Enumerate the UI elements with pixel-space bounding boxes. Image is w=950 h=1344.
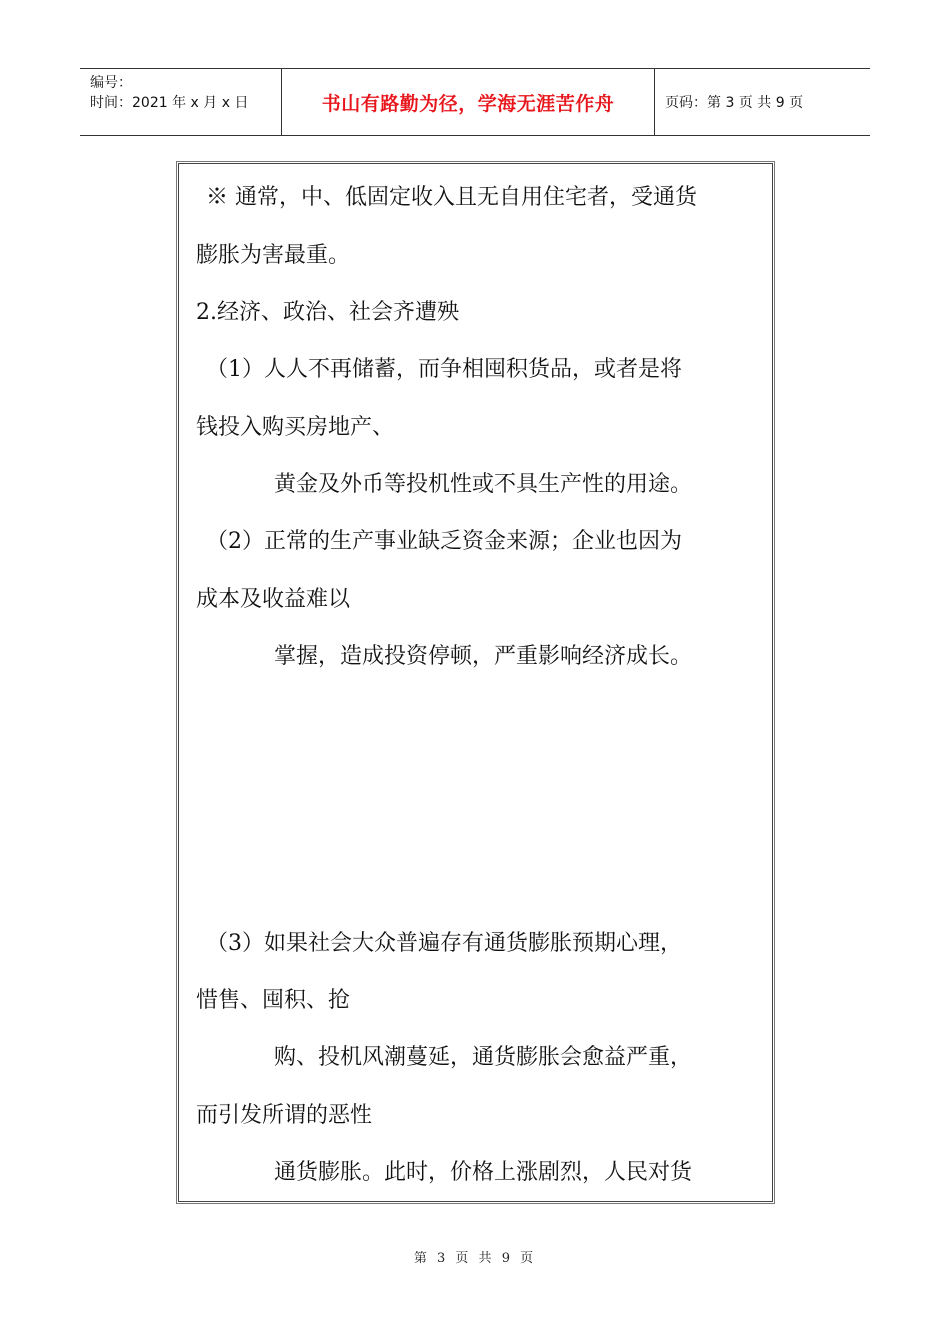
footer-page-number: 第 3 页 共 9 页 bbox=[413, 1251, 537, 1266]
body-line: 膨胀为害最重。 bbox=[196, 243, 351, 268]
header-motto-cell bbox=[282, 69, 655, 135]
header-meta-cell bbox=[80, 69, 282, 135]
body-heading: 2.经济、政治、社会齐遭殃 bbox=[196, 300, 459, 325]
body-line: （3）如果社会大众普遍存有通货膨胀预期心理， bbox=[206, 931, 682, 956]
page-footer bbox=[0, 1247, 950, 1266]
body-line: 惜售、囤积、抢 bbox=[196, 988, 351, 1013]
body-line: 成本及收益难以 bbox=[196, 587, 351, 612]
content-box bbox=[176, 161, 775, 1204]
header-motto: 书山有路勤为径，学海无涯苦作舟 bbox=[321, 92, 615, 115]
body-line: 通货膨胀。此时，价格上涨剧烈，人民对货 bbox=[274, 1160, 693, 1185]
document-number-label: 编号： bbox=[90, 75, 132, 91]
body-line: 钱投入购买房地产、 bbox=[196, 415, 395, 440]
header-page-cell bbox=[655, 69, 870, 135]
body-line: 而引发所谓的恶性 bbox=[196, 1103, 373, 1128]
body-line: 掌握，造成投资停顿，严重影响经济成长。 bbox=[274, 644, 693, 669]
body-line: 购、投机风潮蔓延，通货膨胀会愈益严重， bbox=[274, 1045, 693, 1070]
document-date-label: 时间：2021 年 x 月 x 日 bbox=[90, 95, 249, 111]
page-header bbox=[80, 68, 870, 136]
body-line: 黄金及外币等投机性或不具生产性的用途。 bbox=[274, 472, 693, 497]
header-page-info: 页码：第 3 页 共 9 页 bbox=[665, 95, 804, 111]
body-line: ※ 通常，中、低固定收入且无自用住宅者，受通货 bbox=[206, 185, 697, 210]
body-line: （2）正常的生产事业缺乏资金来源；企业也因为 bbox=[206, 529, 682, 554]
body-line: （1）人人不再储蓄，而争相囤积货品，或者是将 bbox=[206, 357, 682, 382]
